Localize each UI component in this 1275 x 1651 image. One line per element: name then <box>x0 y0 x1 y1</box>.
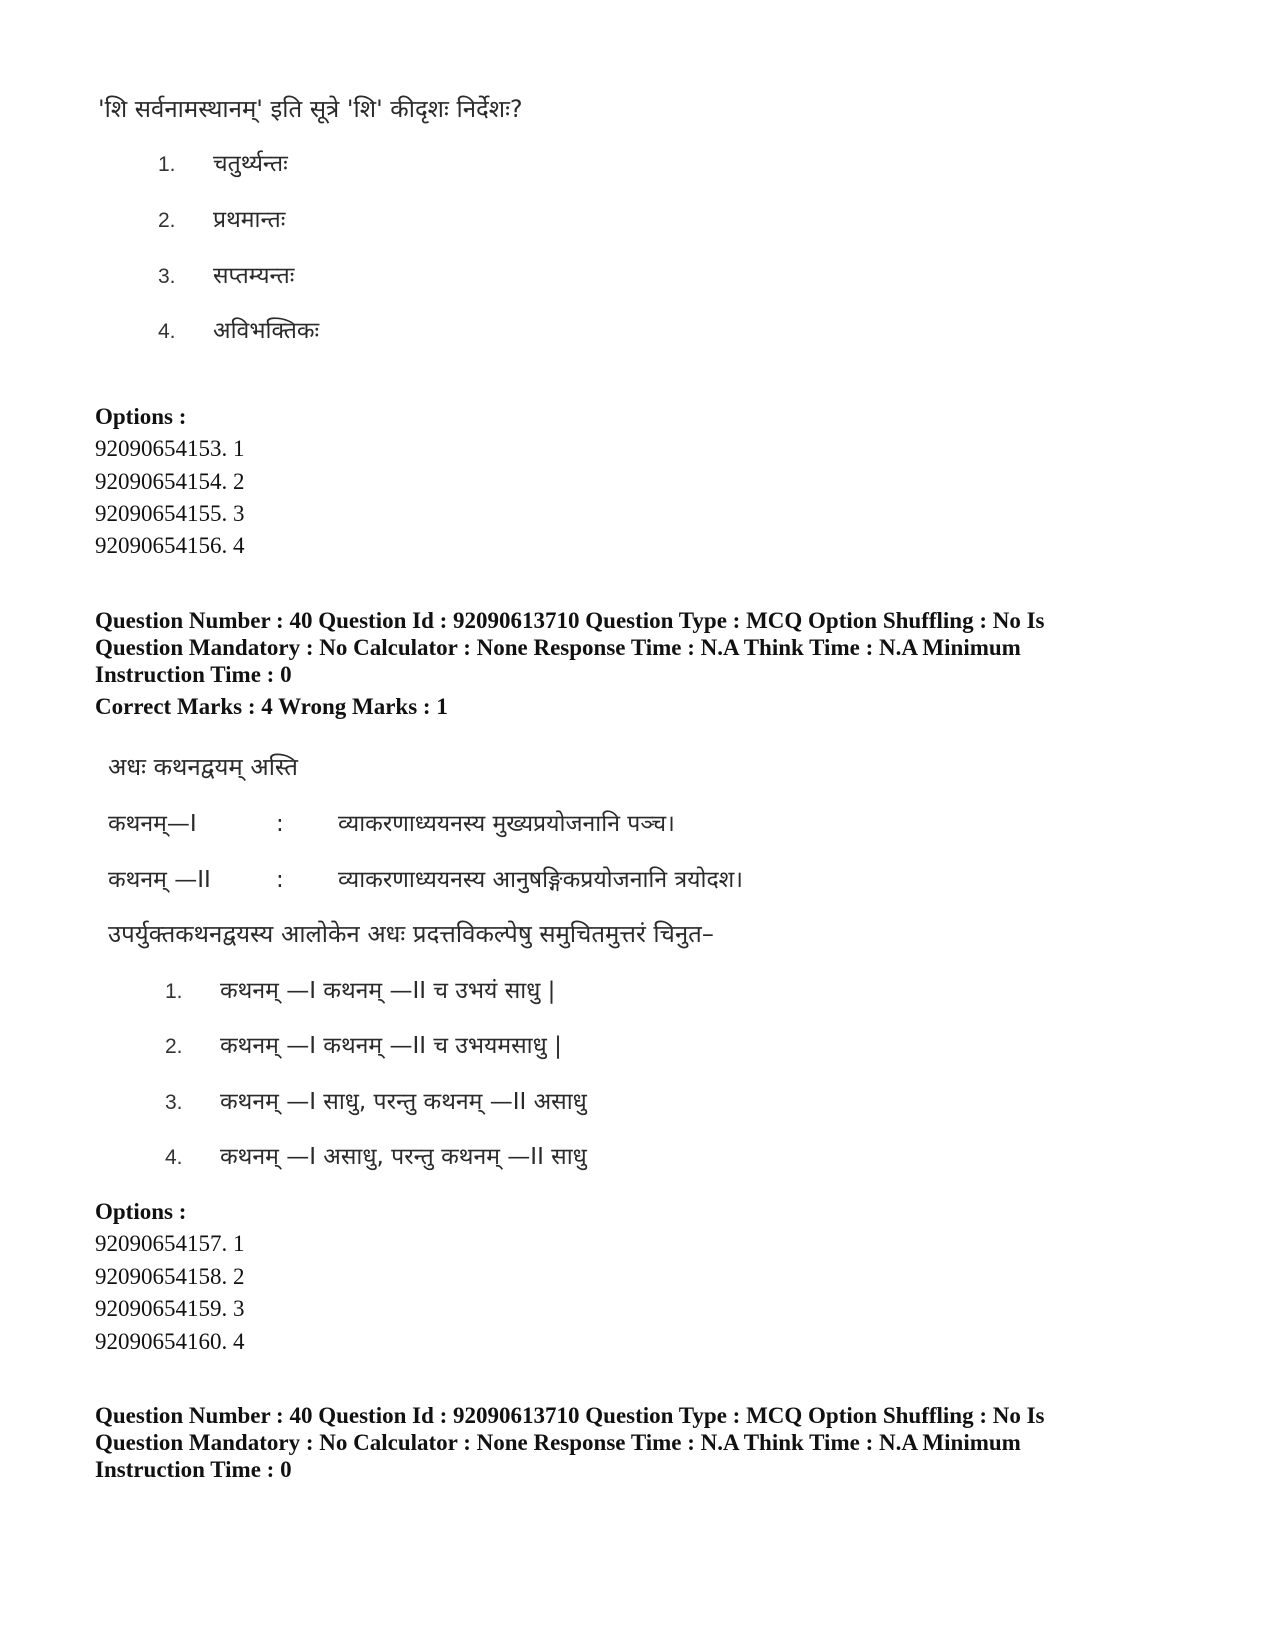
option-id: 92090654160. 4 <box>95 1329 245 1354</box>
choice-number: 3. <box>158 265 176 288</box>
choice-text: कथनम् —I साधु, परन्तु कथनम् —II असाधु <box>220 1089 587 1115</box>
statement-label: कथनम्—I <box>108 811 197 837</box>
choice-number: 1. <box>165 980 183 1003</box>
marks-info: Correct Marks : 4 Wrong Marks : 1 <box>95 694 448 719</box>
question-instruction: उपर्युक्तकथनद्वयस्य आलोकेन अधः प्रदत्तविकल्पेषु समुचितमुत्तरं चिनुत– <box>108 920 714 948</box>
choice-text: चतुर्थ्यन्तः <box>213 151 288 177</box>
statement-colon: : <box>276 811 284 837</box>
question-meta: Instruction Time : 0 <box>95 662 292 687</box>
statement-text: व्याकरणाध्ययनस्य आनुषङ्गिकप्रयोजनानि त्रयोदश। <box>338 867 744 893</box>
option-id: 92090654154. 2 <box>95 469 245 494</box>
choice-text: सप्तम्यन्तः <box>213 263 295 289</box>
option-id: 92090654158. 2 <box>95 1264 245 1289</box>
option-id: 92090654155. 3 <box>95 501 245 526</box>
options-heading: Options : <box>95 404 187 429</box>
question-meta: Question Number : 40 Question Id : 92090613710 Question Type : MCQ Option Shuffling : No Is <box>95 608 1045 633</box>
choice-number: 2. <box>165 1035 183 1058</box>
choice-text: कथनम् —I कथनम् —II च उभयं साधु | <box>220 978 556 1004</box>
choice-row <box>165 1139 587 1171</box>
choice-number: 2. <box>158 209 176 232</box>
question-intro: अधः कथनद्वयम् अस्ति <box>108 753 298 781</box>
question-meta: Question Mandatory : No Calculator : None Response Time : N.A Think Time : N.A Minimum <box>95 635 1021 660</box>
statement-label: कथनम् —II <box>108 867 211 893</box>
statement-colon: : <box>276 867 284 893</box>
choice-number: 4. <box>165 1146 183 1169</box>
choice-row <box>158 202 285 234</box>
statement-row <box>108 806 675 838</box>
choice-text: कथनम् —I असाधु, परन्तु कथनम् —II साधु <box>220 1144 587 1170</box>
question-stem: 'शि सर्वनामस्थानम्' इति सूत्रे 'शि' कीदृशः निर्देशः? <box>98 95 523 123</box>
choice-row <box>165 1084 587 1116</box>
choice-text: कथनम् —I कथनम् —II च उभयमसाधु | <box>220 1033 562 1059</box>
question-meta: Question Number : 40 Question Id : 92090613710 Question Type : MCQ Option Shuffling : No Is <box>95 1403 1045 1428</box>
choice-number: 3. <box>165 1091 183 1114</box>
option-id: 92090654159. 3 <box>95 1296 245 1321</box>
question-meta: Instruction Time : 0 <box>95 1457 292 1482</box>
choice-row <box>165 973 555 1005</box>
choice-text: प्रथमान्तः <box>213 207 286 233</box>
statement-row <box>108 862 743 894</box>
option-id: 92090654157. 1 <box>95 1231 245 1256</box>
choice-row <box>158 258 294 290</box>
choice-row <box>158 313 319 345</box>
choice-number: 1. <box>158 153 176 176</box>
choice-row <box>165 1028 562 1060</box>
option-id: 92090654153. 1 <box>95 436 245 461</box>
options-heading: Options : <box>95 1199 187 1224</box>
choice-text: अविभक्तिकः <box>213 318 320 344</box>
choice-row <box>158 146 288 178</box>
question-meta: Question Mandatory : No Calculator : None Response Time : N.A Think Time : N.A Minimum <box>95 1430 1021 1455</box>
statement-text: व्याकरणाध्ययनस्य मुख्यप्रयोजनानि पञ्च। <box>338 811 675 837</box>
choice-number: 4. <box>158 320 176 343</box>
option-id: 92090654156. 4 <box>95 533 245 558</box>
